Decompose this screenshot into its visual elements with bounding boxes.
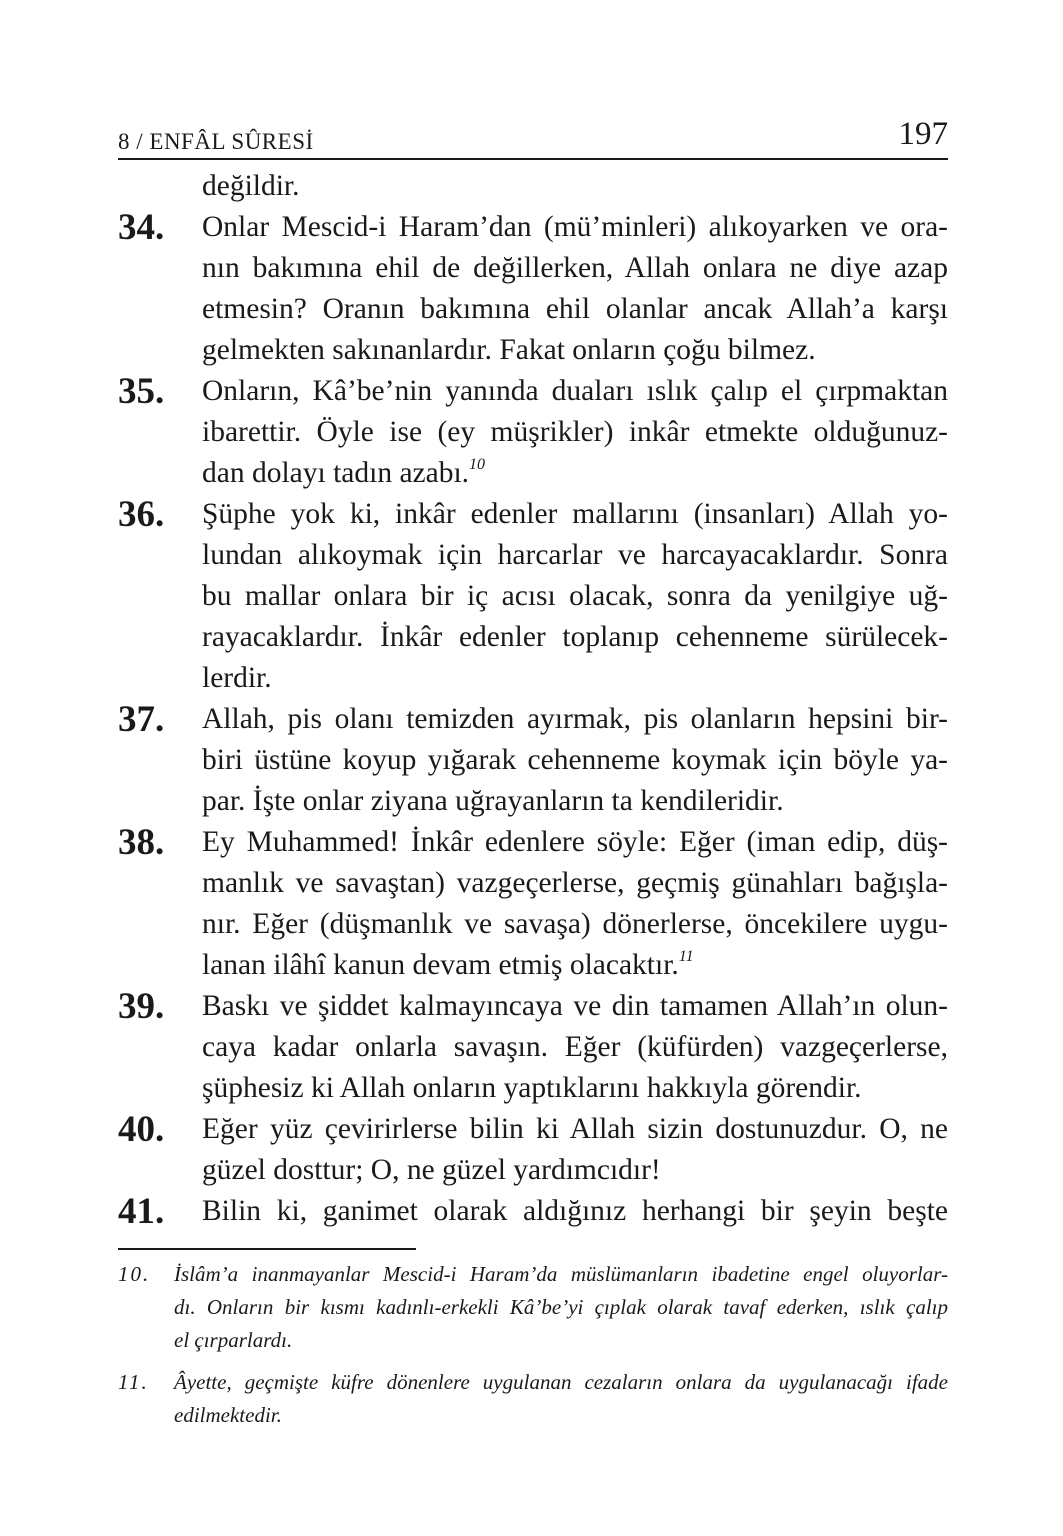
footnote-separator (118, 1248, 416, 1250)
footnote-line (118, 1324, 948, 1357)
line-text: Eğer yüz çevirirlerse bilin ki Allah sizin dostunuzdur. O, ne (202, 1113, 948, 1145)
line-text: lundan alıkoymak için harcarlar ve harcayacaklardır. Sonra (202, 539, 948, 571)
line-text: lerdir. (202, 662, 272, 694)
line-text: manlık ve savaştan) vazgeçerlerse, geçmiş günahları bağışla- (202, 867, 948, 899)
verse-number: 34. (118, 207, 165, 248)
text-line (118, 248, 948, 289)
verse-number: 37. (118, 699, 165, 740)
text-line (118, 699, 948, 740)
running-title: 8 / ENFÂL SÛRESİ (118, 129, 314, 154)
line-text: Ey Muhammed! İnkâr edenlere söyle: Eğer (iman edip, düş- (202, 826, 948, 858)
line-text: biri üstüne koyup yığarak cehenneme koymak için böyle ya- (202, 744, 948, 776)
line-text: Baskı ve şiddet kalmayıncaya ve din tamamen Allah’ın olun- (202, 990, 948, 1022)
footnote-text: Âyette, geçmişte küfre dönenlere uygulanan cezaların onlara da uygulanacağı ifade (174, 1370, 948, 1394)
verse-number: 41. (118, 1191, 165, 1232)
text-line (118, 371, 948, 412)
text-line (118, 576, 948, 617)
line-text: güzel dosttur; O, ne güzel yardımcıdır! (202, 1154, 661, 1186)
footnote-line (118, 1258, 948, 1291)
text-line (118, 822, 948, 863)
text-line (118, 945, 948, 986)
text-line (118, 1191, 948, 1232)
text-line (118, 412, 948, 453)
line-text: caya kadar onlarla savaşın. Eğer (küfürden) vazgeçerlerse, (202, 1031, 948, 1063)
footnote-gap (118, 1357, 948, 1366)
line-text: değildir. (202, 170, 300, 202)
text-line (118, 658, 948, 699)
text-line (118, 494, 948, 535)
footnotes (118, 1258, 948, 1432)
footnote-text: dı. Onların bir kısmı kadınlı-erkekli Kâ’be’yi çıplak olarak tavaf ederken, ıslık çalıp (174, 1295, 948, 1319)
text-line (118, 166, 948, 207)
line-text: gelmekten sakınanlardır. Fakat onların çoğu bilmez. (202, 334, 816, 366)
page-header (118, 108, 948, 160)
footnote-number: 10. (118, 1262, 151, 1286)
line-text: ibarettir. Öyle ise (ey müşrikler) inkâr etmekte olduğunuz- (202, 416, 948, 448)
verse-number: 38. (118, 822, 165, 863)
line-text: şüphesiz ki Allah onların yaptıklarını hakkıyla görendir. (202, 1072, 862, 1104)
text-line (118, 1068, 948, 1109)
text-line (118, 617, 948, 658)
text-line (118, 740, 948, 781)
line-text: dan dolayı tadın azabı. (202, 457, 470, 489)
page-number: 197 (898, 116, 948, 152)
line-text: nır. Eğer (düşmanlık ve savaşa) dönerlerse, öncekilere uygu- (202, 908, 948, 940)
text-line (118, 289, 948, 330)
verse-text (118, 166, 948, 1232)
line-text: Onların, Kâ’be’nin yanında duaları ıslık çalıp el çırpmaktan (202, 375, 948, 407)
line-text: etmesin? Oranın bakımına ehil olanlar ancak Allah’a karşı (202, 293, 948, 325)
text-line (118, 207, 948, 248)
line-text: rayacaklardır. İnkâr edenler toplanıp cehenneme sürülecek- (202, 621, 948, 653)
line-text: lanan ilâhî kanun devam etmiş olacaktır. (202, 949, 679, 981)
footnote-marker: 10 (469, 456, 486, 474)
verse-number: 36. (118, 494, 165, 535)
line-text: Şüphe yok ki, inkâr edenler mallarını (insanları) Allah yo- (202, 498, 948, 530)
text-line (118, 781, 948, 822)
verse-number: 40. (118, 1109, 165, 1150)
footnote-text: el çırparlardı. (174, 1328, 293, 1352)
verse-number: 39. (118, 986, 165, 1027)
text-line (118, 904, 948, 945)
text-line (118, 863, 948, 904)
footnote-line (118, 1366, 948, 1399)
line-text: bu mallar onlara bir iç acısı olacak, sonra da yenilgiye uğ- (202, 580, 948, 612)
verse-number: 35. (118, 371, 165, 412)
text-line (118, 1150, 948, 1191)
text-line (118, 1027, 948, 1068)
footnote-number: 11. (118, 1370, 149, 1394)
text-line (118, 330, 948, 371)
text-line (118, 986, 948, 1027)
line-text: par. İşte onlar ziyana uğrayanların ta kendileridir. (202, 785, 784, 817)
line-text: nın bakımına ehil de değillerken, Allah onlara ne diye azap (202, 252, 948, 284)
footnote-line (118, 1399, 948, 1432)
text-line (118, 453, 948, 494)
text-line (118, 1109, 948, 1150)
line-text: Allah, pis olanı temizden ayırmak, pis olanların hepsini bir- (202, 703, 948, 735)
line-text: Bilin ki, ganimet olarak aldığınız herhangi bir şeyin beşte (202, 1195, 948, 1227)
footnote-line (118, 1291, 948, 1324)
footnote-text: İslâm’a inanmayanlar Mescid-i Haram’da müslümanların ibadetine engel oluyorlar- (174, 1262, 948, 1286)
footnote-text: edilmektedir. (174, 1403, 282, 1427)
line-text: Onlar Mescid-i Haram’dan (mü’minleri) alıkoyarken ve ora- (202, 211, 948, 243)
text-line (118, 535, 948, 576)
footnote-marker: 11 (678, 948, 694, 966)
